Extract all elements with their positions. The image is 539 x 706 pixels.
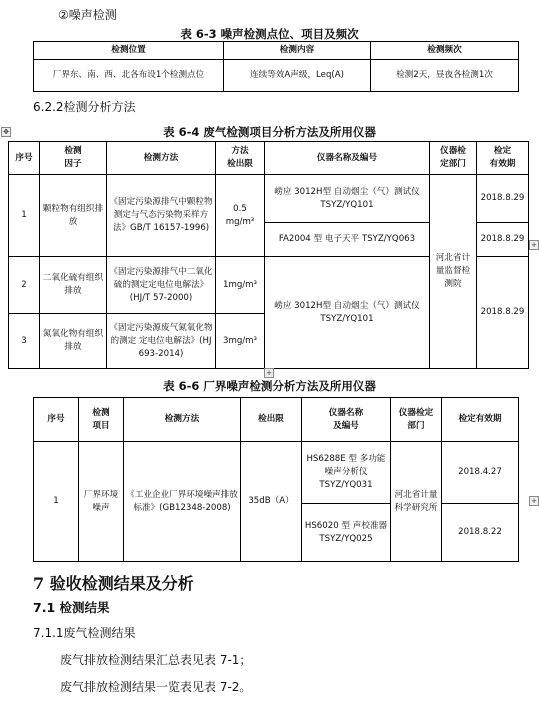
validity: 2018.8.29 — [477, 257, 529, 369]
factor: 氮氧化物有组织排放 — [40, 314, 107, 369]
table-header: 检定有效期 — [442, 398, 519, 442]
table-cell: 连续等效A声级，Leq(A) — [224, 60, 371, 92]
instrument: HS6020 型 声校准器 TSYZ/YQ025 — [302, 504, 391, 562]
dept: 河北省计量监督检测院 — [430, 175, 477, 369]
table-header: 检定 有效期 — [477, 142, 529, 175]
section-7-1-heading: 7.1 检测结果 — [33, 600, 110, 615]
table-header: 检测位置 — [34, 42, 224, 60]
limit: 1mg/m³ — [216, 257, 265, 314]
table-header: 检测方法 — [124, 398, 241, 442]
instrument: FA2004 型 电子天平 TSYZ/YQ063 — [265, 223, 430, 257]
expand-handle-icon[interactable]: + — [529, 240, 539, 250]
noise-heading: ②噪声检测 — [58, 8, 117, 22]
table-cell: 检测2天，昼夜各检测1次 — [371, 60, 519, 92]
table-header: 检测频次 — [371, 42, 519, 60]
row-no: 3 — [9, 314, 40, 369]
method: 《固定污染源废气氮氧化物的测定 定电位电解法》(HJ 693-2014) — [107, 314, 216, 369]
table-header: 仪器名称 及编号 — [302, 398, 391, 442]
factor: 颗粒物有组织排放 — [40, 175, 107, 257]
method: 《工业企业厂界环境噪声排放标准》(GB12348-2008) — [124, 442, 241, 562]
table-header: 检测 因子 — [40, 142, 107, 175]
validity: 2018.4.27 — [442, 442, 519, 504]
table-6-4 — [8, 141, 529, 369]
instrument: 崂应 3012H型 自动烟尘（气）测试仪 TSYZ/YQ101 — [265, 175, 430, 223]
validity: 2018.8.29 — [477, 175, 529, 223]
table-header: 检测内容 — [224, 42, 371, 60]
row-no: 1 — [9, 175, 40, 257]
table-6-6 — [33, 397, 519, 562]
table-6-3 — [33, 41, 519, 92]
table-6-6-caption: 表 6-6 厂界噪声检测分析方法及所用仪器 — [163, 379, 376, 393]
instrument: HS6288E 型 多功能噪声分析仪 TSYZ/YQ031 — [302, 442, 391, 504]
table-cell: 厂界东、南、西、北各布设1个检测点位 — [34, 60, 224, 92]
table-6-3-caption: 表 6-3 噪声检测点位、项目及频次 — [180, 27, 359, 41]
validity: 2018.8.22 — [442, 504, 519, 562]
section-7-heading: 7 验收检测结果及分析 — [33, 574, 194, 593]
expand-handle-icon[interactable]: + — [264, 368, 274, 378]
limit: 0.5 mg/m³ — [216, 175, 265, 257]
move-handle-icon[interactable]: ✥ — [1, 127, 11, 137]
validity: 2018.8.29 — [477, 223, 529, 257]
table-6-4-caption: 表 6-4 废气检测项目分析方法及所用仪器 — [163, 125, 376, 139]
method: 《固定污染源排气中颗粒物测定与气态污染物采样方法》GB/T 16157-1996) — [107, 175, 216, 257]
item: 厂界环境噪声 — [79, 442, 124, 562]
expand-handle-icon[interactable]: + — [529, 496, 539, 506]
table-header: 仪器检定 部门 — [391, 398, 442, 442]
table-header: 方法 检出限 — [216, 142, 265, 175]
table-header: 仪器名称及编号 — [265, 142, 430, 175]
factor: 二氧化硫有组织排放 — [40, 257, 107, 314]
table-header: 检测方法 — [107, 142, 216, 175]
instrument: 崂应 3012H型 自动烟尘（气）测试仪 TSYZ/YQ101 — [265, 257, 430, 369]
row-no: 1 — [34, 442, 79, 562]
row-no: 2 — [9, 257, 40, 314]
table-header: 序号 — [34, 398, 79, 442]
limit: 3mg/m³ — [216, 314, 265, 369]
dept: 河北省计量科学研究所 — [391, 442, 442, 562]
limit: 35dB（A） — [241, 442, 302, 562]
section-7-1-1-heading: 7.1.1废气检测结果 — [33, 626, 136, 640]
section-6-2-2: 6.2.2检测分析方法 — [33, 100, 136, 114]
paragraph: 废气排放检测结果汇总表见表 7-1； — [60, 653, 252, 667]
method: 《固定污染源排气中二氧化硫的测定定电位电解法》(HJ/T 57-2000) — [107, 257, 216, 314]
table-header: 仪器检 定部门 — [430, 142, 477, 175]
paragraph: 废气排放检测结果一览表见表 7-2。 — [60, 680, 252, 694]
table-header: 检出限 — [241, 398, 302, 442]
table-header: 检测 项目 — [79, 398, 124, 442]
table-header: 序号 — [9, 142, 40, 175]
